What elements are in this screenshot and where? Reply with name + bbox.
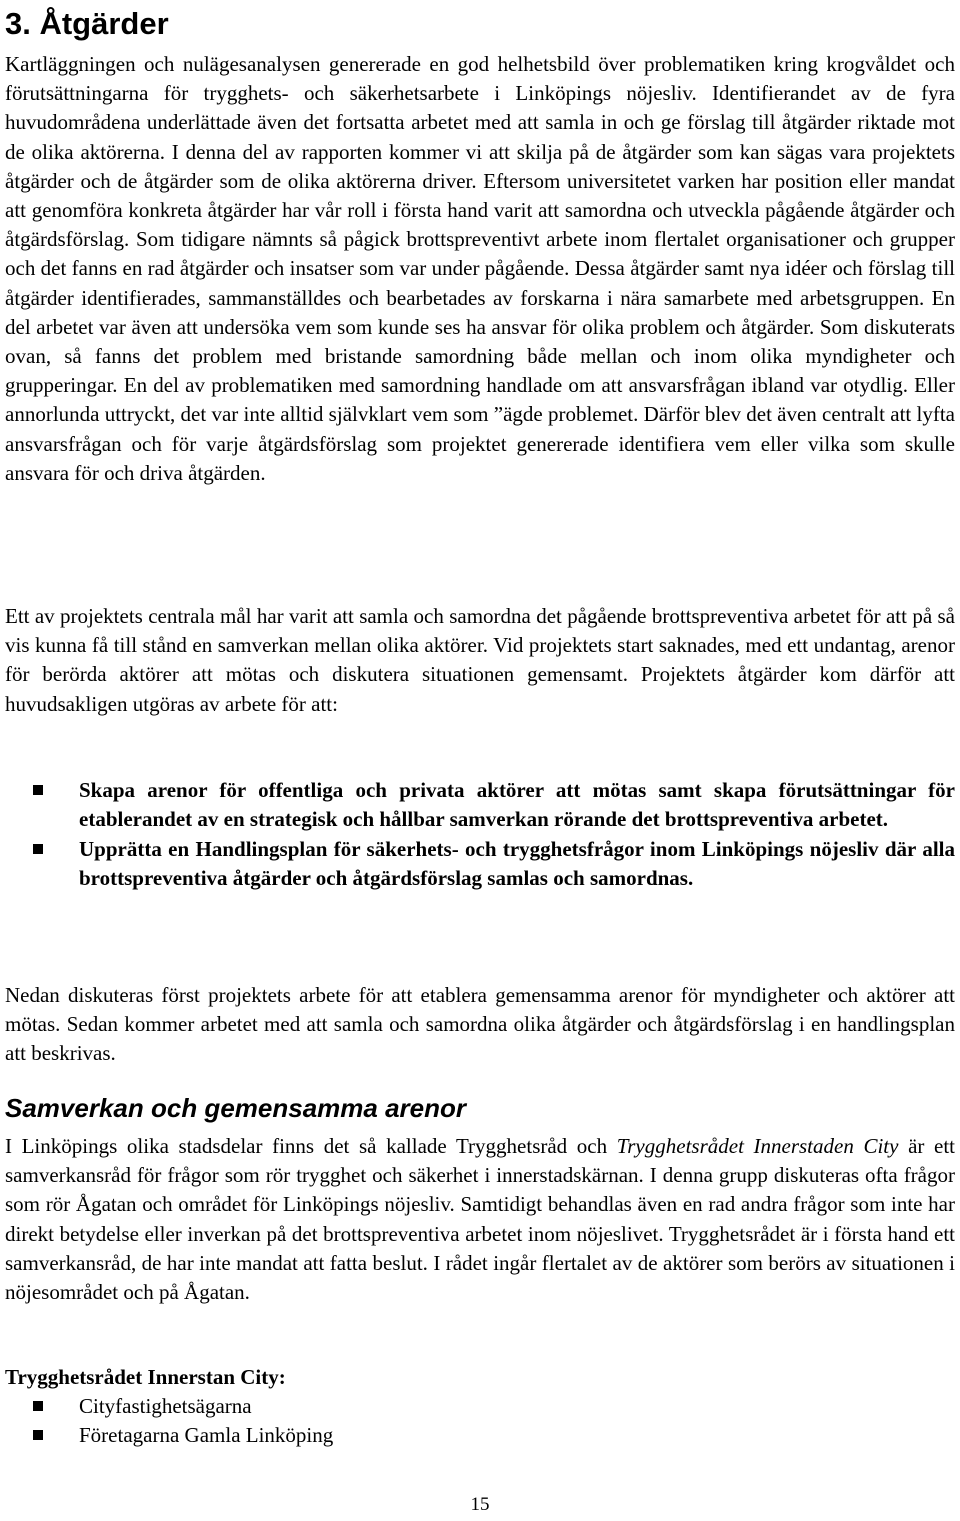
members-heading: Trygghetsrådet Innerstan City:	[5, 1365, 286, 1389]
goal-list	[5, 776, 955, 894]
paragraph-text: är ett samverkansråd för frågor som rör trygghet och säkerhet i innerstadskärnan. I denna grupp diskuteras ofta frågor som rör Ågatan och området för Linköpings nöjesliv. Samtidigt behandlas även en rad andra frågor som inte har direkt betydelse eller inverkan på det brottspreventiva arbetet inom nöjeslivet. Trygghetsrådet är i första hand ett samverkansråd, de har inte mandat att fatta beslut. I rådet ingår flertalet av de aktörer som berörs av situationen i nöjesområdet och på Ågatan.	[5, 1134, 955, 1305]
paragraph-council	[5, 1132, 955, 1307]
goal-item	[5, 776, 955, 835]
paragraph-text: I Linköpings olika stadsdelar finns det så kallade Trygghetsråd och	[5, 1134, 617, 1158]
square-bullet-icon	[33, 1430, 43, 1440]
square-bullet-icon	[33, 844, 43, 854]
member-item-text: Företagarna Gamla Linköping	[79, 1423, 334, 1447]
paragraph-intro: Kartläggningen och nulägesanalysen genererade en god helhetsbild över problematiken kring krogvåldet och förutsättningarna för trygghets- och säkerhetsarbete i Linköpings nöjesliv. Identifierandet av de fyra huvudområdena underlättade även det fortsatta arbetet med att samla in och ge förslag till åtgärder riktade mot de olika aktörerna. I denna del av rapporten kommer vi att skilja på de åtgärder som kan sägas vara projektets åtgärder och de åtgärder som de olika aktörerna driver. Eftersom universitetet varken har position eller mandat att genomföra konkreta åtgärder har vår roll i första hand varit att samordna och utveckla pågående åtgärder och åtgärdsförslag. Som tidigare nämnts så pågick brottspreventivt arbete inom flertalet organisationer och grupper och det fanns en rad åtgärder och insatser som var under pågående. Dessa åtgärder samt nya idéer och förslag till åtgärder identifierades, sammanställdes och bearbetades av forskarna i nära samarbete med arbetsgruppen. En del arbetet var även att undersöka vem som kunde ses ha ansvar för olika problem och åtgärder. Som diskuterats ovan, så fanns det problem med bristande samordning både mellan och inom olika myndigheter och grupperingar. En del av problematiken med samordning handlade om att ansvarsfrågan ibland var otydlig. Eller annorlunda uttryckt, det var inte alltid självklart vem som ”ägde problemet. Därför blev det även centralt att lyfta ansvarsfrågan och för varje åtgärdsförslag som projektet genererade identifiera vem eller vilka som skulle ansvara för och driva åtgärden.	[5, 52, 955, 485]
paragraph-goals: Ett av projektets centrala mål har varit att samla och samordna det pågående brottspreventiva arbetet för att på så vis kunna få till stånd en samverkan mellan olika aktörer. Vid projektets start saknades, med ett undantag, arenor för berörda aktörer att mötas och diskutera situationen gemensamt. Projektets åtgärder kom därför att huvudsakligen utgöras av arbete för att:	[5, 604, 955, 716]
goal-item-text: Skapa arenor för offentliga och privata aktörer att mötas samt skapa förutsättningar för etablerandet av en strategisk och hållbar samverkan rörande det brottspreventiva arbetet.	[79, 778, 955, 832]
member-item	[5, 1421, 955, 1450]
page-number: 15	[470, 1494, 490, 1515]
member-item	[5, 1392, 955, 1421]
goal-item	[5, 835, 955, 894]
square-bullet-icon	[33, 1401, 43, 1411]
goal-item-text: Upprätta en Handlingsplan för säkerhets- och trygghetsfrågor inom Linköpings nöjesliv där alla brottspreventiva åtgärder och åtgärdsförslag samlas och samordnas.	[79, 836, 955, 891]
square-bullet-icon	[33, 785, 43, 795]
paragraph-overview: Nedan diskuteras först projektets arbete för att etablera gemensamma arenor för myndigheter och aktörer att mötas. Sedan kommer arbetet med att samla och samordna olika åtgärder och åtgärdsförslag i en handlingsplan att beskrivas.	[5, 983, 955, 1066]
subsection-heading: Samverkan och gemensamma arenor	[5, 1093, 466, 1123]
section-heading: 3. Åtgärder	[5, 6, 169, 41]
council-name: Trygghetsrådet Innerstaden City	[616, 1134, 899, 1158]
members-list	[5, 1392, 955, 1450]
member-item-text: Cityfastighetsägarna	[79, 1394, 252, 1418]
